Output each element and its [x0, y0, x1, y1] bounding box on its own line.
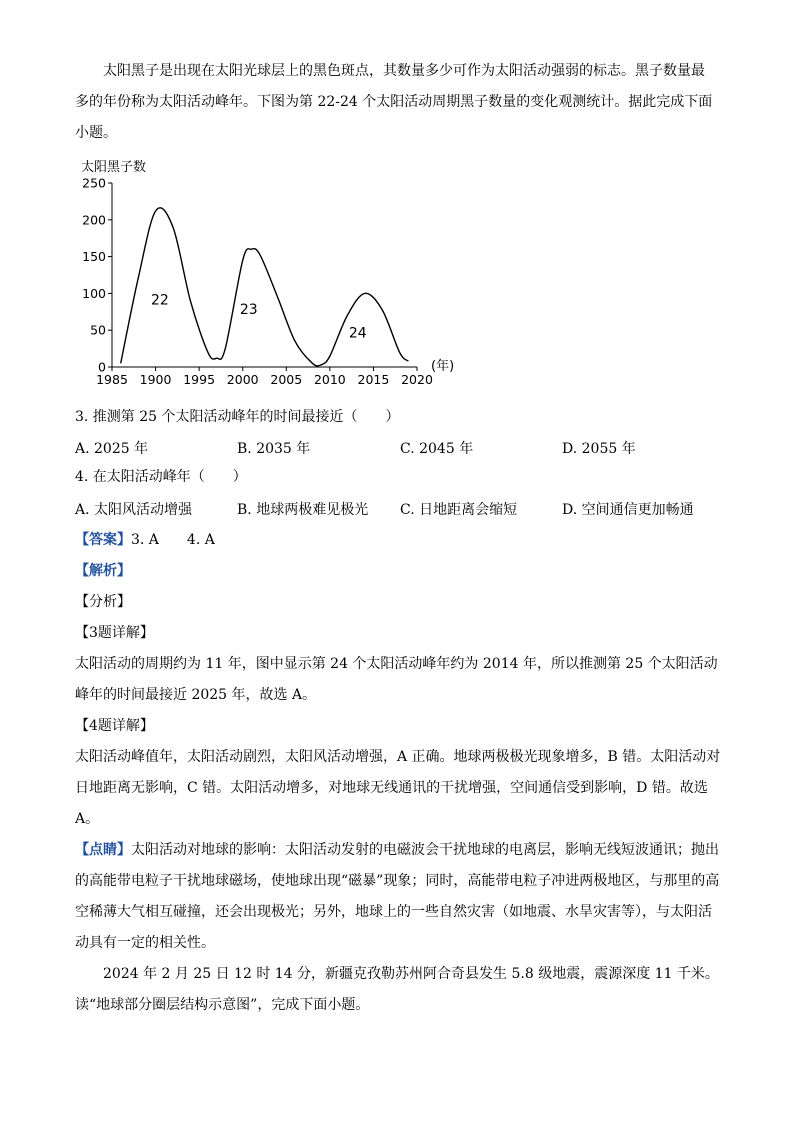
x-tick-label: 1995 [183, 372, 216, 387]
cycle-number-label: 24 [348, 325, 367, 342]
x-tick-label: 1985 [96, 372, 128, 387]
analysis-heading [75, 556, 725, 587]
q4-option-d: D. 空间通信更加畅通 [562, 502, 694, 518]
y-tick-label: 150 [82, 249, 106, 265]
x-tick-label: 2010 [313, 372, 346, 387]
q3-option-b: B. 2035 年 [237, 441, 311, 457]
y-tick-label: 100 [82, 285, 106, 301]
q3-options [75, 438, 735, 458]
q4-stem: 4. 在太阳活动峰年（ ） [75, 469, 247, 485]
q4-option-c: C. 日地距离会缩短 [400, 502, 518, 518]
y-tick-label: 50 [90, 322, 106, 338]
fenxi-heading: 【分析】 [75, 594, 131, 610]
sunspot-chart [75, 152, 465, 390]
next-question-intro: 2024 年 2 月 25 日 12 时 14 分，新疆克孜勒苏州阿合奇县发生 5.8 级地震，震源深度 11 千米。读“地球部分圈层结构示意图”，完成下面小题。 [75, 966, 719, 1013]
q4-option-b: B. 地球两极难见极光 [237, 502, 369, 518]
intro-line-3: 小题。 [75, 125, 117, 141]
answer-label: 【答案】 [75, 532, 131, 548]
y-tick-label: 200 [82, 212, 106, 228]
intro-line-1: 太阳黑子是出现在太阳光球层上的黑色斑点，其数量多少可作为太阳活动强弱的标志。黑子数量最 [103, 63, 705, 79]
y-tick-label: 250 [82, 175, 106, 191]
annotations [151, 292, 367, 341]
q3-option-d: D. 2055 年 [562, 441, 636, 457]
intro-line-2: 多的年份称为太阳活动峰年。下图为第 22-24 个太阳活动周期黑子数量的变化观测统计。据此完成下面 [75, 94, 713, 110]
x-tick-label: 2000 [226, 372, 259, 387]
x-axis-label: (年) [431, 359, 455, 374]
analysis-label: 【解析】 [75, 563, 131, 579]
dianjing-paragraph [75, 835, 725, 959]
detail4-text: 太阳活动峰值年，太阳活动剧烈，太阳风活动增强，A 正确。地球两极极光现象增多，B 错。太阳活动对日地距离无影响，C 错。太阳活动增多，对地球无线通讯的干扰增强，空间通信受到影响，D 错。故选 A。 [75, 749, 721, 827]
x-tick-label: 1900 [139, 372, 172, 387]
q4-options [75, 499, 735, 519]
x-ticks [96, 367, 433, 387]
x-tick-label: 2005 [270, 372, 303, 387]
q4-option-a: A. 太阳风活动增强 [75, 502, 193, 518]
q3-option-a: A. 2025 年 [75, 441, 149, 457]
y-tick-label: 0 [98, 359, 106, 375]
chart-axes [112, 183, 417, 367]
series-group [121, 208, 409, 366]
q3-option-c: C. 2045 年 [400, 441, 474, 457]
sunspot-curve [121, 208, 409, 366]
detail4-heading: 【4题详解】 [75, 718, 154, 734]
cycle-number-label: 23 [239, 302, 258, 319]
dianjing-label: 【点睛】 [75, 842, 131, 858]
x-tick-label: 2015 [357, 372, 390, 387]
answer-line [75, 525, 725, 556]
cycle-number-label: 22 [151, 292, 169, 309]
answer-text: 3. A 4. A [131, 532, 215, 548]
detail3-text: 太阳活动的周期约为 11 年，图中显示第 24 个太阳活动峰年约为 2014 年，所以推测第 25 个太阳活动峰年的时间最接近 2025 年，故选 A。 [75, 656, 718, 703]
y-axis-label: 太阳黑子数 [81, 160, 147, 175]
x-tick-label: 2020 [401, 372, 433, 387]
y-ticks [82, 176, 112, 375]
dianjing-text: 太阳活动对地球的影响：太阳活动发射的电磁波会干扰地球的电离层，影响无线短波通讯；抛出的高能带电粒子干扰地球磁场，使地球出现“磁暴”现象；同时，高能带电粒子冲进两极地区，与那里的高空稀薄大气相互碰撞，还会出现极光；另外，地球上的一些自然灾害（如地震、水旱灾害等），与太阳活动具有一定的相关性。 [75, 842, 720, 951]
detail3-heading: 【3题详解】 [75, 625, 154, 641]
q3-stem: 3. 推测第 25 个太阳活动峰年的时间最接近（ ） [75, 409, 400, 425]
